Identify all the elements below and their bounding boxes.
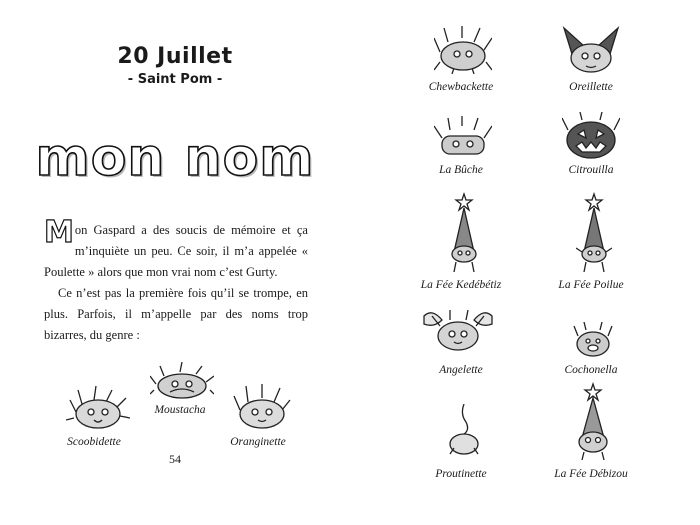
name-label-citrouilla: Citrouilla xyxy=(568,164,614,176)
paragraph-1-text: on Gaspard a des soucis de mémoire et ça m’inquiète un peu. Ce soir, il m’a appelée « Poulette » alors que mon vrai nom c’est Gurty. xyxy=(44,223,308,279)
cat-sketch-scoobidette xyxy=(66,382,130,432)
paragraph-2: Ce n’est pas la première fois qu’il se trompe, en plus. Parfois, il m’appelle par des noms trop bizarres, du genre : xyxy=(44,286,308,342)
name-label-la-buche: La Bûche xyxy=(439,164,483,176)
cat-sketch-moustacha xyxy=(150,362,214,402)
right-page xyxy=(350,0,700,525)
cat-sketch-la-fee-kedebetiz xyxy=(446,192,482,274)
name-label-oreillette: Oreillette xyxy=(569,81,613,93)
chapter-title: mon nom xyxy=(35,128,315,188)
cat-sketch-citrouilla xyxy=(562,112,620,160)
name-label-scoobidette: Scoobidette xyxy=(67,436,121,448)
name-label-cochonella: Cochonella xyxy=(564,364,618,376)
name-label-proutinette: Proutinette xyxy=(435,468,487,480)
name-label-chewbackette: Chewbackette xyxy=(428,81,494,93)
cat-sketch-la-fee-debizou xyxy=(572,382,614,462)
cat-sketch-oreillette xyxy=(562,26,620,76)
cat-sketch-chewbackette xyxy=(434,26,492,74)
cat-sketch-proutinette xyxy=(446,404,482,456)
cat-sketch-la-buche xyxy=(434,116,492,160)
name-label-oranginette: Oranginette xyxy=(230,436,286,448)
name-label-la-fee-kedebetiz: La Fée Kedébétiz xyxy=(420,279,502,291)
cat-sketch-cochonella xyxy=(572,322,614,360)
name-label-la-fee-debizou: La Fée Débizou xyxy=(554,468,628,480)
date-heading: 20 Juillet xyxy=(117,44,233,69)
page-number: 54 xyxy=(169,452,181,466)
name-label-angelette: Angelette xyxy=(439,364,483,376)
cat-sketch-angelette xyxy=(420,306,496,358)
paragraph-1 xyxy=(44,215,308,283)
name-label-moustacha: Moustacha xyxy=(154,404,206,416)
drop-cap: M xyxy=(44,215,74,250)
cat-sketch-oranginette xyxy=(232,382,292,432)
saint-subheading: - Saint Pom - xyxy=(127,72,223,87)
cat-sketch-la-fee-poilue xyxy=(576,192,612,274)
body-text xyxy=(44,215,308,346)
name-label-la-fee-poilue: La Fée Poilue xyxy=(558,279,624,291)
